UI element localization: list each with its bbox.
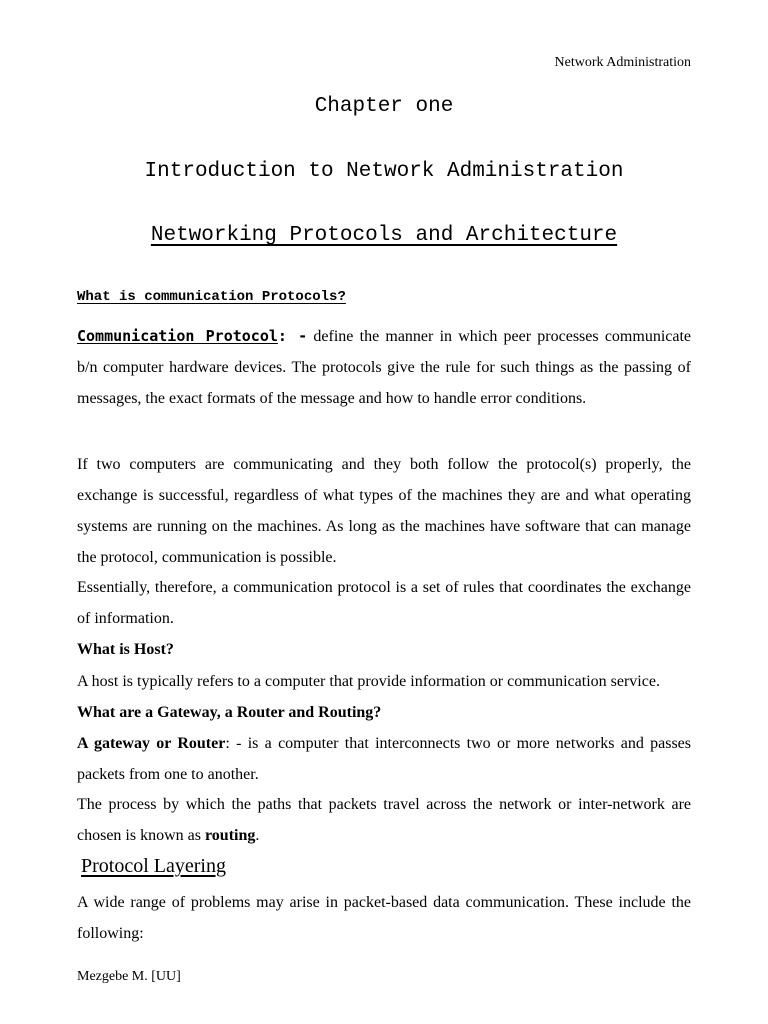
paragraph-two-computers: If two computers are communicating and they both follow the protocol(s) properly, the exchange is successful, regardless of what types of the machines they are and what operating systems are running on the machines. As long as the machines have software that can manage the protocol, communication is possible. [77, 456, 691, 566]
intro-title: Introduction to Network Administration [144, 160, 624, 183]
term-communication-protocol: Communication Protocol [77, 327, 278, 345]
paragraph-host: A host is typically refers to a computer that provide information or communication service. [77, 673, 660, 690]
paragraph-gateway [77, 728, 691, 790]
comm-protocol-definition: define the manner in which peer processes communicate b/n computer hardware devices. The protocols give the rule for such things as the passing of messages, the exact formats of the message and how to handle error conditions. [77, 328, 692, 407]
question-heading-host: What is Host? [77, 641, 174, 658]
routing-text-end: . [255, 827, 260, 844]
gateway-definition: : - is a computer that interconnects two or more networks and passes packets from one to another. [77, 735, 691, 783]
section-title [0, 224, 768, 247]
chapter-title: Chapter one [314, 95, 454, 118]
question-heading-gateway: What are a Gateway, a Router and Routing? [77, 704, 382, 721]
paragraph-layering: A wide range of problems may arise in packet-based data communication. These include the following: [77, 894, 691, 942]
routing-text: The process by which the paths that packets travel across the network or inter-network are chosen is known as [77, 796, 691, 844]
question-heading-protocols: What is communication Protocols? [77, 289, 346, 305]
running-header: Network Administration [554, 55, 691, 70]
paragraph-comm-protocol [77, 321, 691, 414]
paragraph-essentially: Essentially, therefore, a communication protocol is a set of rules that coordinates the exchange of information. [77, 579, 691, 627]
section-title-text: Networking Protocols and Architecture [150, 224, 618, 247]
term-separator: : - [277, 327, 308, 345]
paragraph-routing [77, 789, 691, 851]
protocol-layering-heading: Protocol Layering [81, 855, 226, 877]
term-gateway-router: A gateway or Router [77, 735, 226, 752]
page-footer: Mezgebe M. [UU] [77, 969, 181, 984]
term-routing: routing [204, 827, 256, 844]
